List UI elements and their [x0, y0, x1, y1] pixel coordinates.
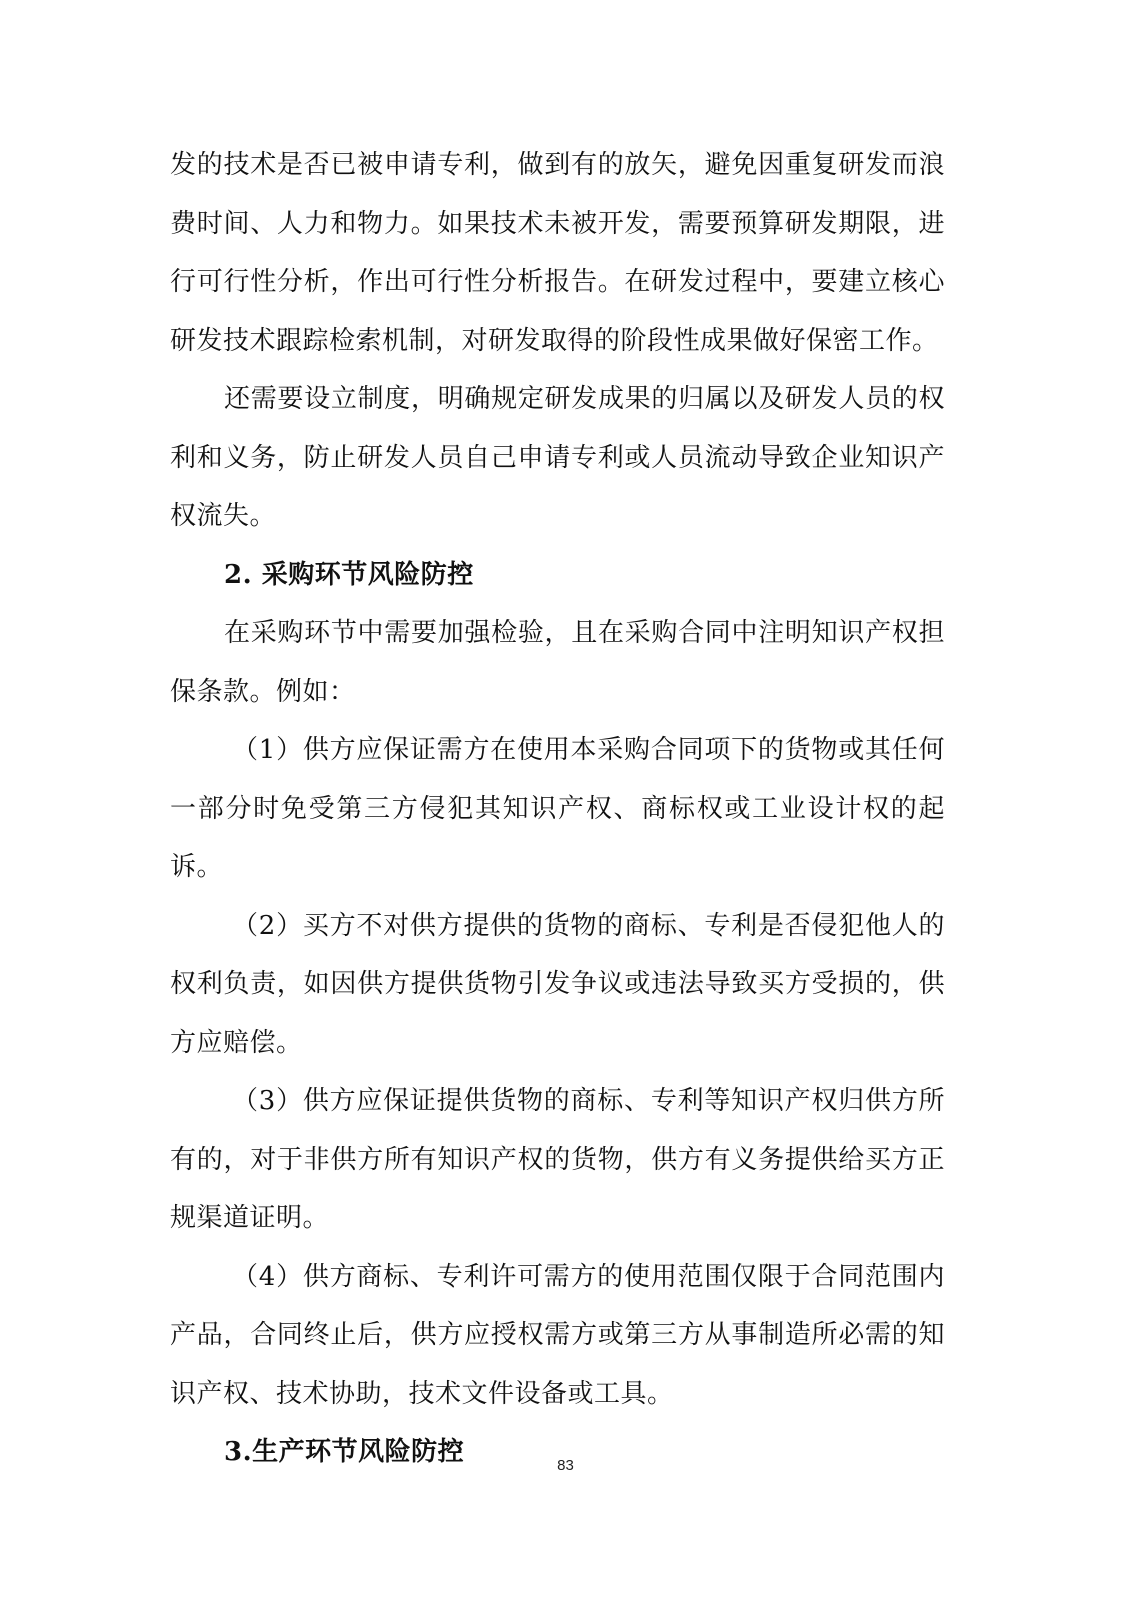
body-paragraph: 发的技术是否已被申请专利，做到有的放矢，避免因重复研发而浪费时间、人力和物力。如果技术未被开发，需要预算研发期限，进行可行性分析，作出可行性分析报告。在研发过程中，要建立核心研发技术跟踪检索机制，对研发取得的阶段性成果做好保密工作。	[170, 150, 945, 356]
list-item: （3）供方应保证提供货物的商标、专利等知识产权归供方所有的，对于非供方所有知识产权的货物，供方有义务提供给买方正规渠道证明。	[170, 1086, 945, 1233]
list-item: （4）供方商标、专利许可需方的使用范围仅限于合同范围内产品，合同终止后，供方应授权需方或第三方从事制造所必需的知识产权、技术协助，技术文件设备或工具。	[170, 1261, 945, 1409]
page-body	[170, 136, 945, 1482]
body-paragraph: 还需要设立制度，明确规定研发成果的归属以及研发人员的权利和义务，防止研发人员自己申请专利或人员流动导致企业知识产权流失。	[170, 384, 945, 531]
list-item: （2）买方不对供方提供的货物的商标、专利是否侵犯他人的权利负责，如因供方提供货物引发争议或违法导致买方受损的，供方应赔偿。	[170, 910, 945, 1058]
section-heading: 2. 采购环节风险防控	[224, 559, 474, 590]
page-number: 83	[557, 1457, 574, 1474]
list-item: （1）供方应保证需方在使用本采购合同项下的货物或其任何一部分时免受第三方侵犯其知识产权、商标权或工业设计权的起诉。	[170, 735, 945, 882]
section-heading: 3.生产环节风险防控	[224, 1437, 465, 1467]
body-paragraph: 在采购环节中需要加强检验，且在采购合同中注明知识产权担保条款。例如：	[170, 618, 945, 707]
